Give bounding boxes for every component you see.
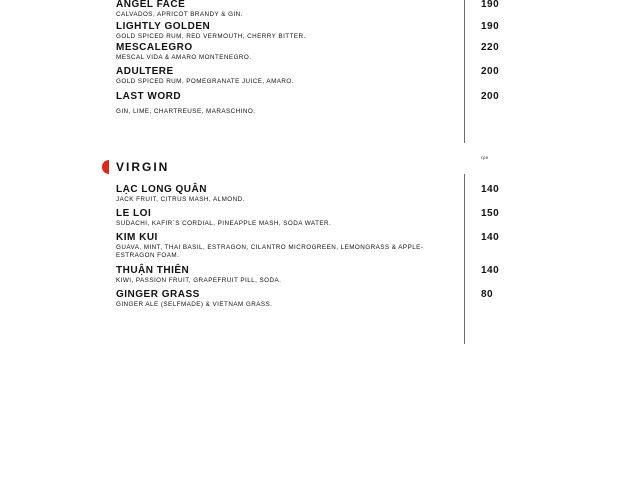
item-description: MESCAL VIDA & AMARO MONTENEGRO.	[116, 54, 252, 61]
item-name: ANGEL FACE	[116, 0, 186, 10]
item-price: 140	[481, 265, 500, 276]
item-description: JACK FRUIT, CITRUS MASH, ALMOND.	[116, 196, 245, 203]
item-name: THUẬN THIÊN	[116, 265, 190, 276]
item-price: 140	[481, 184, 500, 195]
item-description: GINGER ALE (SELFMADE) & VIETNAM GRASS.	[116, 301, 273, 308]
section-marker	[102, 160, 116, 174]
item-description: GOLD SPICED RUM, POMEGRANATE JUICE, AMARO.	[116, 78, 294, 85]
item-price: 190	[481, 0, 500, 10]
item-description: KIWI, PASSION FRUIT, GRAPEFRUIT PILL, SODA.	[116, 277, 282, 284]
item-price: 190	[481, 21, 500, 32]
price-divider	[464, 174, 465, 344]
item-name: ADULTERE	[116, 66, 174, 77]
item-description: SUDACHI, KAFIR`S CORDIAL, PINEAPPLE MASH, SODA WATER.	[116, 220, 332, 227]
item-price: 150	[481, 208, 500, 219]
currency-note: грн	[481, 155, 489, 160]
section-title: VIRGIN	[116, 160, 170, 174]
item-price: 80	[481, 289, 494, 300]
item-description: GIN, LIME, CHARTREUSE, MARASCHINO.	[116, 108, 256, 115]
item-name: MESCALEGRO	[116, 42, 193, 53]
item-price: 200	[481, 66, 500, 77]
item-name: GINGER GRASS	[116, 289, 200, 300]
item-name: KIM KUI	[116, 232, 158, 243]
item-price: 140	[481, 232, 500, 243]
price-divider	[464, 0, 465, 143]
item-name: LAST WORD	[116, 91, 182, 102]
item-name: LIGHTLY GOLDEN	[116, 21, 211, 32]
item-description: GOLD SPICED RUM, RED VERMOUTH, CHERRY BITTER.	[116, 33, 306, 40]
item-description: GUAVA, MINT, THAI BASIL, ESTRAGON, CILANTRO MICROGREEN, LEMONGRASS & APPLE-ESTRAGON FOAM.	[116, 244, 424, 259]
item-name: LE LOI	[116, 208, 152, 219]
item-description: CALVADOS, APRICOT BRANDY & GIN.	[116, 11, 243, 18]
item-price: 220	[481, 42, 500, 53]
item-price: 200	[481, 91, 500, 102]
item-name: LẠC LONG QUÂN	[116, 184, 207, 195]
